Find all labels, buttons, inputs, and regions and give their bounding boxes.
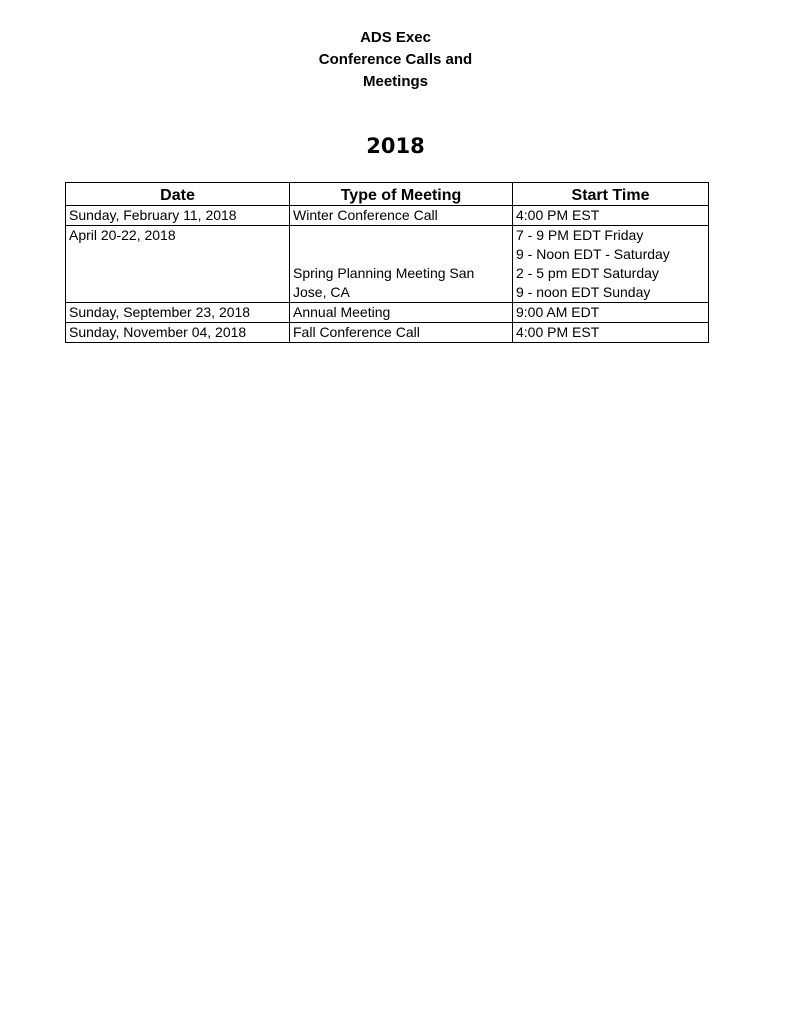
time-cell: 9:00 AM EDT	[513, 303, 709, 323]
date-cell: Sunday, September 23, 2018	[66, 303, 290, 323]
time-cell	[513, 226, 709, 303]
time-line: 9 - noon EDT Sunday	[516, 284, 651, 300]
table-row	[66, 323, 709, 343]
time-cell: 4:00 PM EST	[513, 323, 709, 343]
title-line: ADS Exec	[360, 29, 431, 46]
column-header-date: Date	[66, 183, 290, 206]
type-cell	[290, 226, 513, 303]
column-header-start-time: Start Time	[513, 183, 709, 206]
title-line: Conference Calls and	[318, 51, 473, 68]
time-line: 2 - 5 pm EDT Saturday	[516, 265, 659, 281]
title-line: Meetings	[362, 73, 428, 90]
type-cell: Annual Meeting	[290, 303, 513, 323]
document-title	[0, 27, 791, 93]
date-cell: Sunday, November 04, 2018	[66, 323, 290, 343]
column-header-type: Type of Meeting	[290, 183, 513, 206]
type-cell: Fall Conference Call	[290, 323, 513, 343]
time-line: 7 - 9 PM EDT Friday	[516, 227, 644, 243]
table-row	[66, 226, 709, 303]
header-row	[66, 183, 709, 206]
type-line: Jose, CA	[293, 284, 350, 300]
time-cell: 4:00 PM EST	[513, 206, 709, 226]
type-line: Spring Planning Meeting San	[293, 265, 475, 281]
type-cell: Winter Conference Call	[290, 206, 513, 226]
time-line: 9 - Noon EDT - Saturday	[516, 246, 670, 262]
date-cell: Sunday, February 11, 2018	[66, 206, 290, 226]
table-row	[66, 303, 709, 323]
table-row	[66, 206, 709, 226]
year-heading: 2018	[366, 134, 425, 158]
meeting-schedule-table	[65, 182, 709, 343]
date-cell: April 20-22, 2018	[66, 226, 290, 303]
